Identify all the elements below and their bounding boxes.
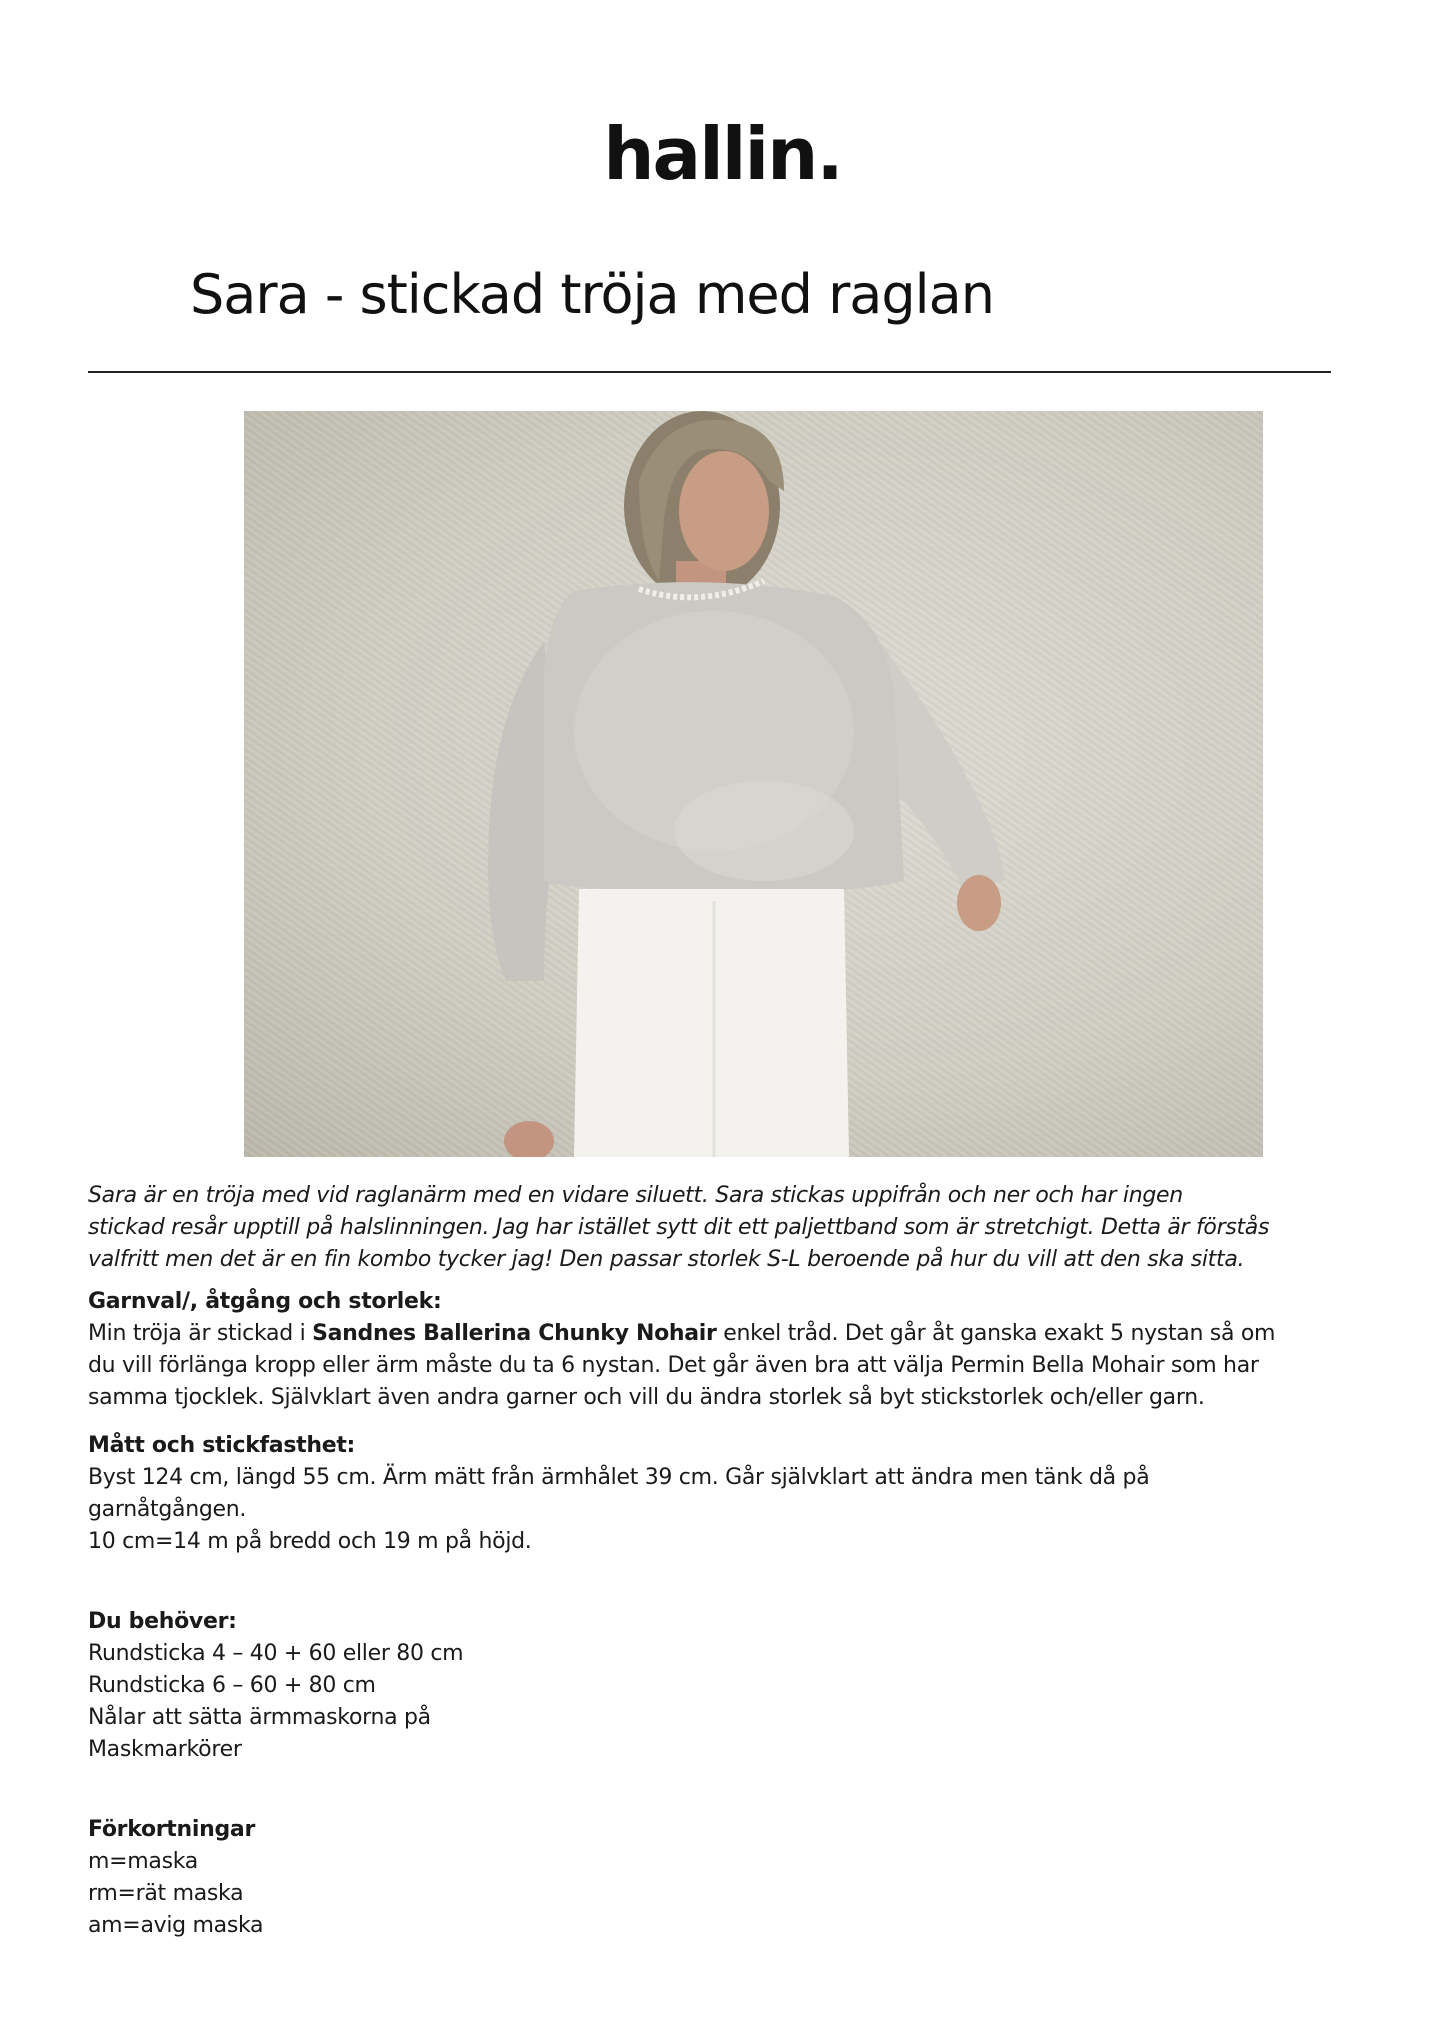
- supplies-section: [88, 1606, 1368, 1798]
- supplies-heading: Du behöver:: [88, 1609, 237, 1634]
- brand-logo: hallin.: [603, 112, 842, 196]
- supplies-item: Rundsticka 4 – 40 + 60 eller 80 cm: [88, 1641, 464, 1666]
- yarn-line: [88, 1318, 1368, 1350]
- measurements-line: garnåtgången.: [88, 1497, 247, 1522]
- measurements-line: Byst 124 cm, längd 55 cm. Ärm mätt från ärmhålet 39 cm. Går självklart att ändra men tänk då på: [88, 1465, 1150, 1490]
- supplies-item: Maskmarkörer: [88, 1737, 242, 1762]
- yarn-text: enkel tråd. Det går åt ganska exakt 5 nystan så om: [716, 1321, 1276, 1346]
- supplies-item: Nålar att sätta ärmmaskorna på: [88, 1705, 431, 1730]
- title-divider: [88, 371, 1331, 373]
- yarn-name: Sandnes Ballerina Chunky Nohair: [312, 1321, 717, 1346]
- measurements-line: 10 cm=14 m på bredd och 19 m på höjd.: [88, 1529, 532, 1554]
- abbreviations-heading: Förkortningar: [88, 1817, 256, 1842]
- abbreviations-section: [88, 1814, 1368, 1942]
- yarn-heading: Garnval/, åtgång och storlek:: [88, 1289, 442, 1314]
- yarn-line: samma tjocklek. Självklart även andra garner och vill du ändra storlek så byt stickstorlek och/eller garn.: [88, 1385, 1205, 1410]
- abbreviation-item: am=avig maska: [88, 1913, 264, 1938]
- pattern-title: Sara - stickad tröja med raglan: [190, 263, 994, 326]
- pattern-body: [88, 1180, 1368, 1958]
- product-photo: [244, 411, 1263, 1157]
- supplies-item: Rundsticka 6 – 60 + 80 cm: [88, 1673, 376, 1698]
- measurements-section: [88, 1430, 1368, 1590]
- model-illustration: [244, 411, 1263, 1157]
- yarn-line: du vill förlänga kropp eller ärm måste du ta 6 nystan. Det går även bra att välja Permin Bella Mohair som har: [88, 1353, 1259, 1378]
- abbreviation-item: m=maska: [88, 1849, 198, 1874]
- intro-paragraph: [88, 1180, 1368, 1276]
- intro-line: valfritt men det är en fin kombo tycker jag! Den passar storlek S-L beroende på hur du vill att den ska sitta.: [88, 1247, 1245, 1272]
- intro-line: Sara är en tröja med vid raglanärm med en vidare siluett. Sara stickas uppifrån och ner och har ingen: [88, 1183, 1183, 1208]
- intro-line: stickad resår upptill på halslinningen. Jag har istället sytt dit ett paljettband som är stretchigt. Detta är förstås: [88, 1215, 1270, 1240]
- abbreviation-item: rm=rät maska: [88, 1881, 244, 1906]
- yarn-section: [88, 1286, 1368, 1414]
- yarn-text: Min tröja är stickad i: [88, 1321, 313, 1346]
- spacer: [88, 1558, 1368, 1590]
- spacer: [88, 1766, 1368, 1798]
- measurements-heading: Mått och stickfasthet:: [88, 1433, 356, 1458]
